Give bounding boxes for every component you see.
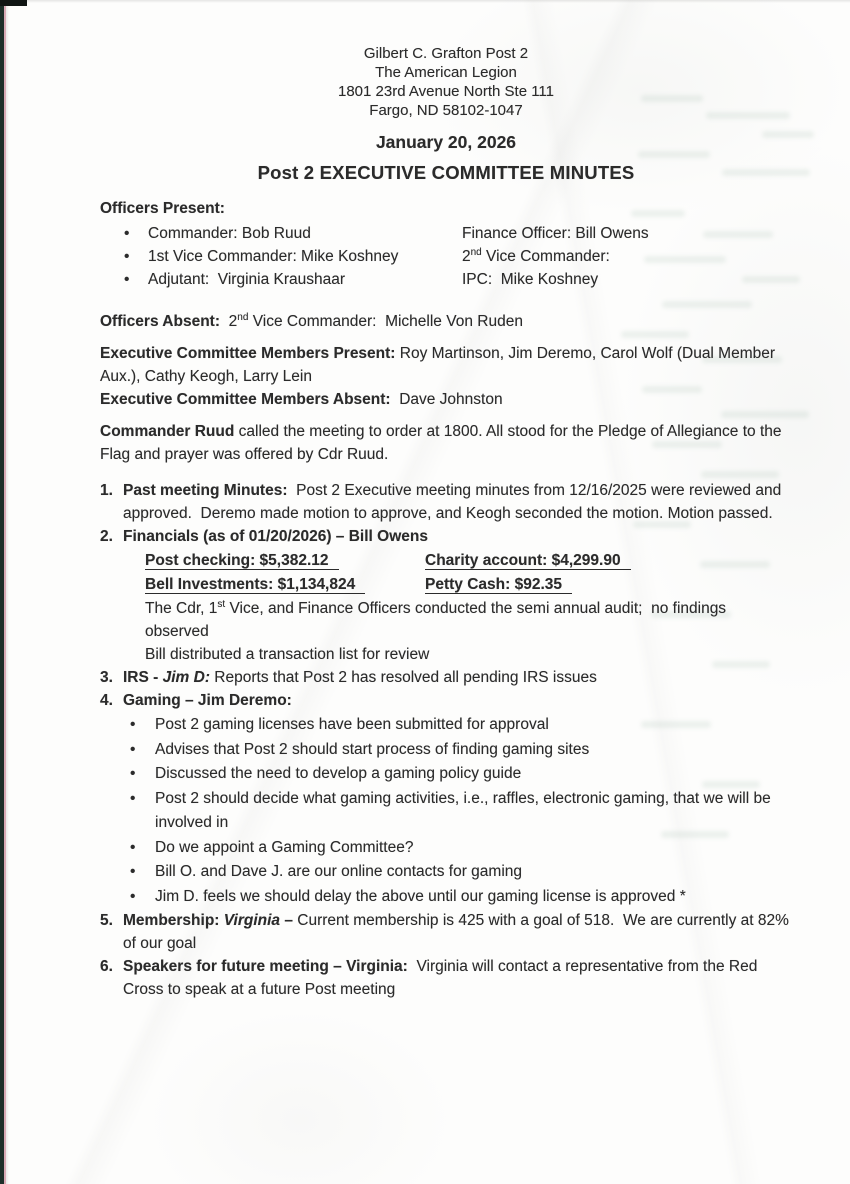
agenda-item-irs: 3. IRS - Jim D: Reports that Post 2 has resolved all pending IRS issues	[100, 666, 792, 689]
ordinal-suffix: nd	[470, 246, 482, 258]
officer-commander: • Commander: Bob Ruud	[148, 225, 311, 242]
agenda-item-speakers: 6. Speakers for future meeting – Virginia: Virginia will contact a representative from the Red Cross to speak at a future Post meeting	[100, 955, 792, 1001]
officer-row	[100, 268, 792, 291]
committee-present-label: Executive Committee Members Present:	[100, 345, 396, 362]
gaming-bullet: • Post 2 gaming licenses have been submitted for approval	[128, 713, 792, 738]
gaming-bullet: • Discussed the need to develop a gaming policy guide	[128, 762, 792, 787]
org-address: 1801 23rd Avenue North Ste 111	[338, 83, 554, 100]
agenda-item-financials: 2. Financials (as of 01/20/2026) – Bill Owens Post checking: $5,382.12 Charity account: $4,299.90 Bell Investments: $1,134,824 Petty Cash: $92.35 The Cdr, 1st Vice, and Finance Officers conducted the semi annual audit; no findings observed Bill distributed a transaction list for review	[100, 525, 792, 666]
audit-note: The Cdr, 1st Vice, and Finance Officers conducted the semi annual audit; no findings observed	[145, 598, 731, 640]
org-city-state-zip: Fargo, ND 58102-1047	[369, 102, 523, 119]
gaming-bullet-list	[128, 713, 792, 909]
officer-first-vice: • 1st Vice Commander: Mike Koshney	[148, 248, 399, 265]
petty-cash-amount: Petty Cash: $92.35	[425, 576, 572, 594]
commander-name: Commander Ruud	[100, 423, 235, 440]
charity-account-amount: Charity account: $4,299.90	[425, 552, 631, 570]
officer-second-vice: 2nd Vice Commander:	[462, 246, 610, 265]
transaction-list-note: Bill distributed a transaction list for review	[145, 646, 430, 663]
officers-absent-line: Officers Absent: 2nd Vice Commander: Michelle Von Ruden	[100, 311, 523, 330]
officer-row	[100, 245, 792, 268]
financials-row	[145, 549, 792, 573]
officer-row	[100, 222, 792, 245]
item-number: 3.	[100, 669, 113, 686]
gaming-bullet: • Post 2 should decide what gaming activities, i.e., raffles, electronic gaming, that we will be involved in	[128, 787, 792, 836]
ordinal-suffix: nd	[237, 311, 249, 323]
post-checking-amount: Post checking: $5,382.12	[145, 552, 339, 570]
letterhead	[100, 44, 792, 120]
committee-present-line: Executive Committee Members Present: Roy Martinson, Jim Deremo, Carol Wolf (Dual Member Aux.), Cathy Keogh, Larry Lein	[100, 345, 779, 385]
officers-absent-label: Officers Absent:	[100, 313, 221, 330]
scan-corner-mark	[0, 0, 27, 6]
officers-present-list	[100, 222, 792, 291]
gaming-bullet: • Do we appoint a Gaming Committee?	[128, 836, 792, 861]
financials-row	[145, 573, 792, 597]
org-name: Gilbert C. Grafton Post 2	[363, 45, 529, 62]
committee-absent-line: Executive Committee Members Absent: Dave Johnston	[100, 391, 503, 408]
officer-finance: Finance Officer: Bill Owens	[462, 225, 649, 242]
officer-adjutant: • Adjutant: Virginia Kraushaar	[148, 271, 346, 288]
document-date: January 20, 2026	[375, 132, 517, 152]
committee-absent-label: Executive Committee Members Absent:	[100, 391, 391, 408]
org-parent: The American Legion	[375, 64, 517, 81]
item-number: 4.	[100, 692, 113, 709]
item-number: 1.	[100, 482, 113, 499]
gaming-bullet: • Bill O. and Dave J. are our online contacts for gaming	[128, 860, 792, 885]
document-content	[100, 44, 792, 1001]
officers-present-label: Officers Present:	[100, 200, 225, 217]
item-number: 5.	[100, 912, 113, 929]
agenda-item-gaming: 4. Gaming – Jim Deremo: • Post 2 gaming licenses have been submitted for approval • Advises that Post 2 should start process of finding gaming sites • Discussed the need to develop a gaming policy guide • Post 2 should decide what gaming activities, i.e., raffles, electronic gaming, that we will be involved in • Do we appoint a Gaming Committee? • Bill O. and Dave J. are our online contacts for gaming • Jim D. feels we should delay the above until our gaming license is approved *	[100, 689, 792, 909]
officer-ipc: IPC: Mike Koshney	[462, 271, 599, 288]
call-to-order-paragraph: Commander Ruud called the meeting to order at 1800. All stood for the Pledge of Allegiance to the Flag and prayer was offered by Cdr Ruud.	[100, 423, 786, 463]
item-number: 2.	[100, 528, 113, 545]
bell-investments-amount: Bell Investments: $1,134,824	[145, 576, 365, 594]
gaming-bullet: • Jim D. feels we should delay the above until our gaming license is approved *	[128, 885, 792, 910]
item-number: 6.	[100, 958, 113, 975]
scan-top-edge	[0, 0, 850, 3]
agenda-item-past-minutes: 1. Past meeting Minutes: Post 2 Executive meeting minutes from 12/16/2025 were reviewed and approved. Deremo made motion to approve, and Keogh seconded the motion. Motion passed.	[100, 479, 792, 525]
scan-left-edge	[0, 0, 9, 1184]
gaming-bullet: • Advises that Post 2 should start process of finding gaming sites	[128, 738, 792, 763]
document-title: Post 2 EXECUTIVE COMMITTEE MINUTES	[257, 162, 635, 183]
agenda-list	[100, 479, 792, 1001]
agenda-item-membership: 5. Membership: Virginia – Current membership is 425 with a goal of 518. We are currently at 82% of our goal	[100, 909, 792, 955]
ordinal-suffix: st	[217, 598, 226, 610]
financials-table	[145, 549, 792, 597]
